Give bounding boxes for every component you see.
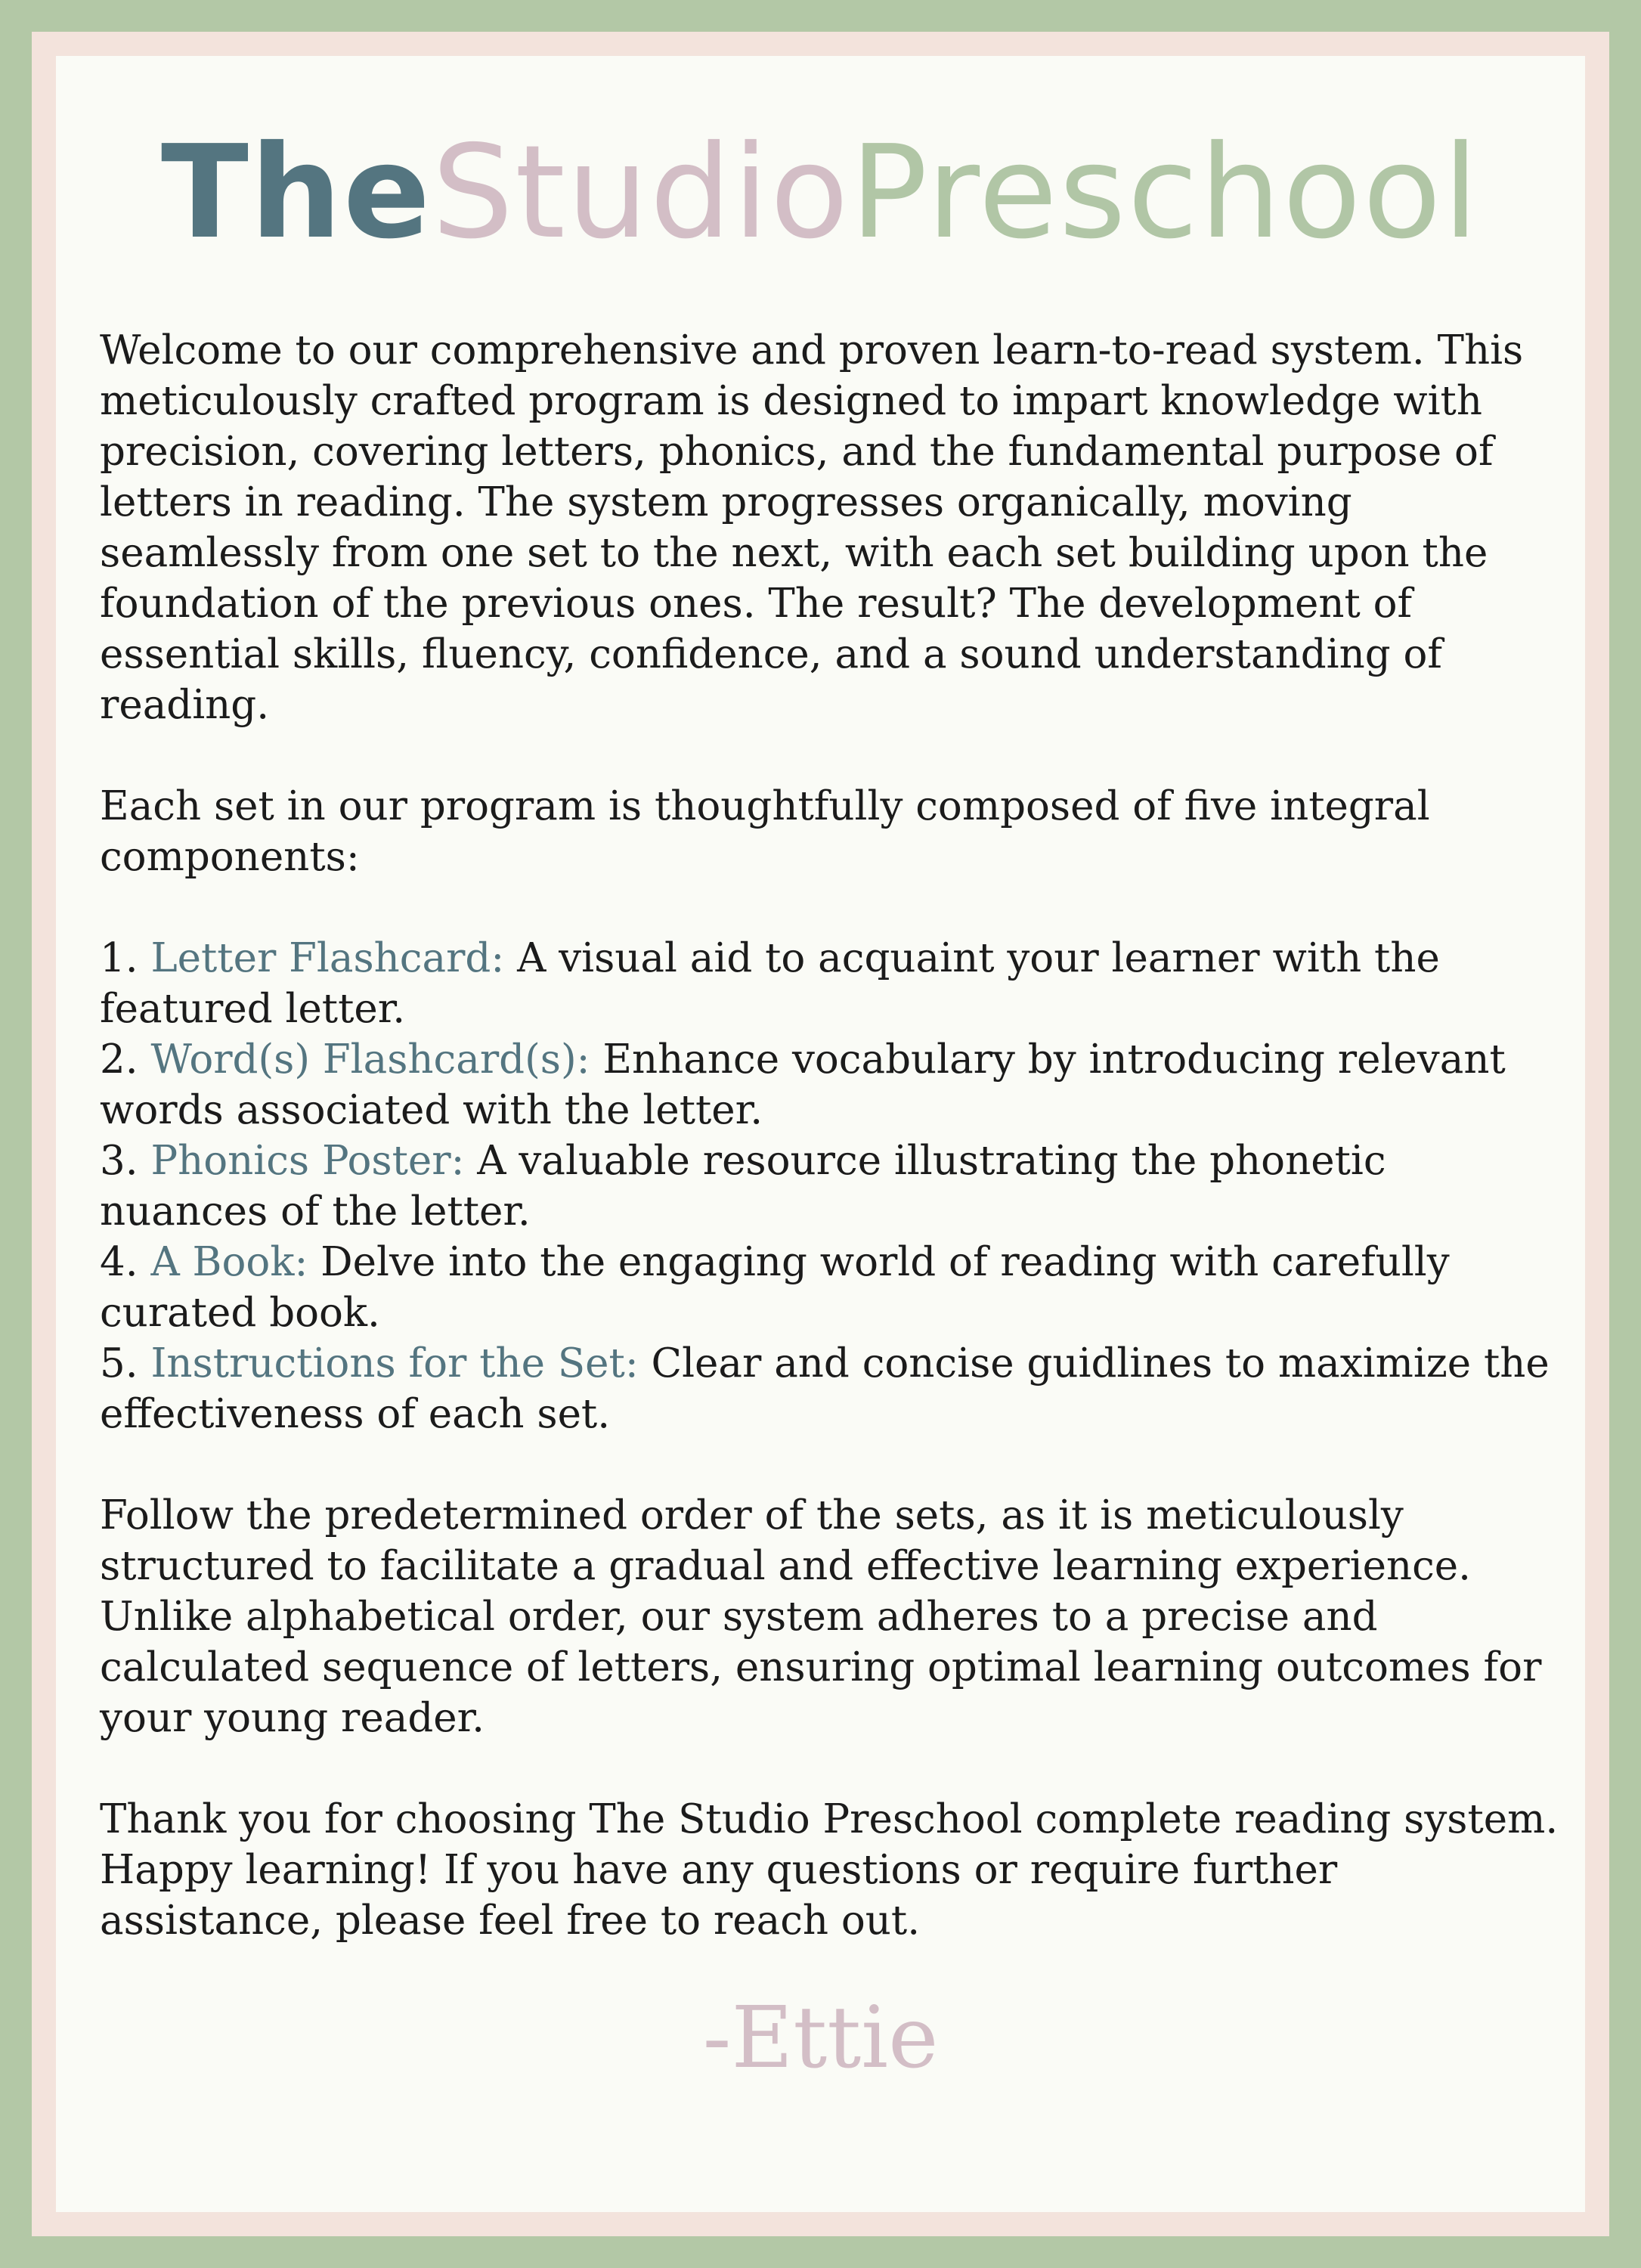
item-number: 4. bbox=[100, 1239, 138, 1285]
item-text: Enhance vocabulary by introducing relevant words associated with the letter. bbox=[100, 1036, 1506, 1133]
item-number: 2. bbox=[100, 1036, 138, 1083]
item-title: A Book: bbox=[150, 1239, 308, 1285]
list-item bbox=[100, 933, 1559, 1034]
item-text: Clear and concise guidlines to maximize the effectiveness of each set. bbox=[100, 1340, 1550, 1437]
components-list bbox=[100, 933, 1559, 1439]
logo bbox=[0, 118, 1641, 268]
order-paragraph: Follow the predetermined order of the sets, as it is meticulously structured to facilitate a gradual and effective learning experience. Unlike alphabetical order, our system adheres to a precise and calculated sequence of letters, ensuring optimal learning outcomes for your young reader. bbox=[100, 1492, 1542, 1741]
item-title: Letter Flashcard: bbox=[150, 935, 505, 981]
logo-word-studio: Studio bbox=[432, 118, 850, 268]
item-title: Instructions for the Set: bbox=[150, 1340, 639, 1387]
components-intro-paragraph: Each set in our program is thoughtfully composed of five integral components: bbox=[100, 783, 1430, 880]
list-item bbox=[100, 1034, 1559, 1136]
letter-body bbox=[100, 325, 1559, 1997]
item-text: A valuable resource illustrating the phonetic nuances of the letter. bbox=[100, 1138, 1386, 1235]
logo-word-the: The bbox=[160, 118, 432, 268]
item-title: Word(s) Flashcard(s): bbox=[150, 1036, 590, 1083]
item-title: Phonics Poster: bbox=[150, 1138, 465, 1184]
item-number: 1. bbox=[100, 935, 138, 981]
item-number: 5. bbox=[100, 1340, 138, 1387]
list-item bbox=[100, 1338, 1559, 1439]
list-item bbox=[100, 1136, 1559, 1237]
intro-paragraph: Welcome to our comprehensive and proven learn-to-read system. This meticulously crafted program is designed to impart knowledge with precision, covering letters, phonics, and the fundamental purpose of letters in reading. The system progresses organically, moving seamlessly from one set to the next, with each set building upon the foundation of the previous ones. The result? The development of essential skills, fluency, confidence, and a sound understanding of reading. bbox=[100, 327, 1524, 728]
item-text: Delve into the engaging world of reading with carefully curated book. bbox=[100, 1239, 1450, 1336]
thanks-paragraph: Thank you for choosing The Studio Preschool complete reading system. Happy learning! If you have any questions or require further assistance, please feel free to reach out. bbox=[100, 1796, 1559, 1944]
signature: -Ettie bbox=[702, 1989, 939, 2087]
item-number: 3. bbox=[100, 1138, 138, 1184]
list-item bbox=[100, 1237, 1559, 1338]
logo-word-preschool: Preschool bbox=[850, 118, 1481, 268]
item-text: A visual aid to acquaint your learner with the featured letter. bbox=[100, 935, 1440, 1032]
